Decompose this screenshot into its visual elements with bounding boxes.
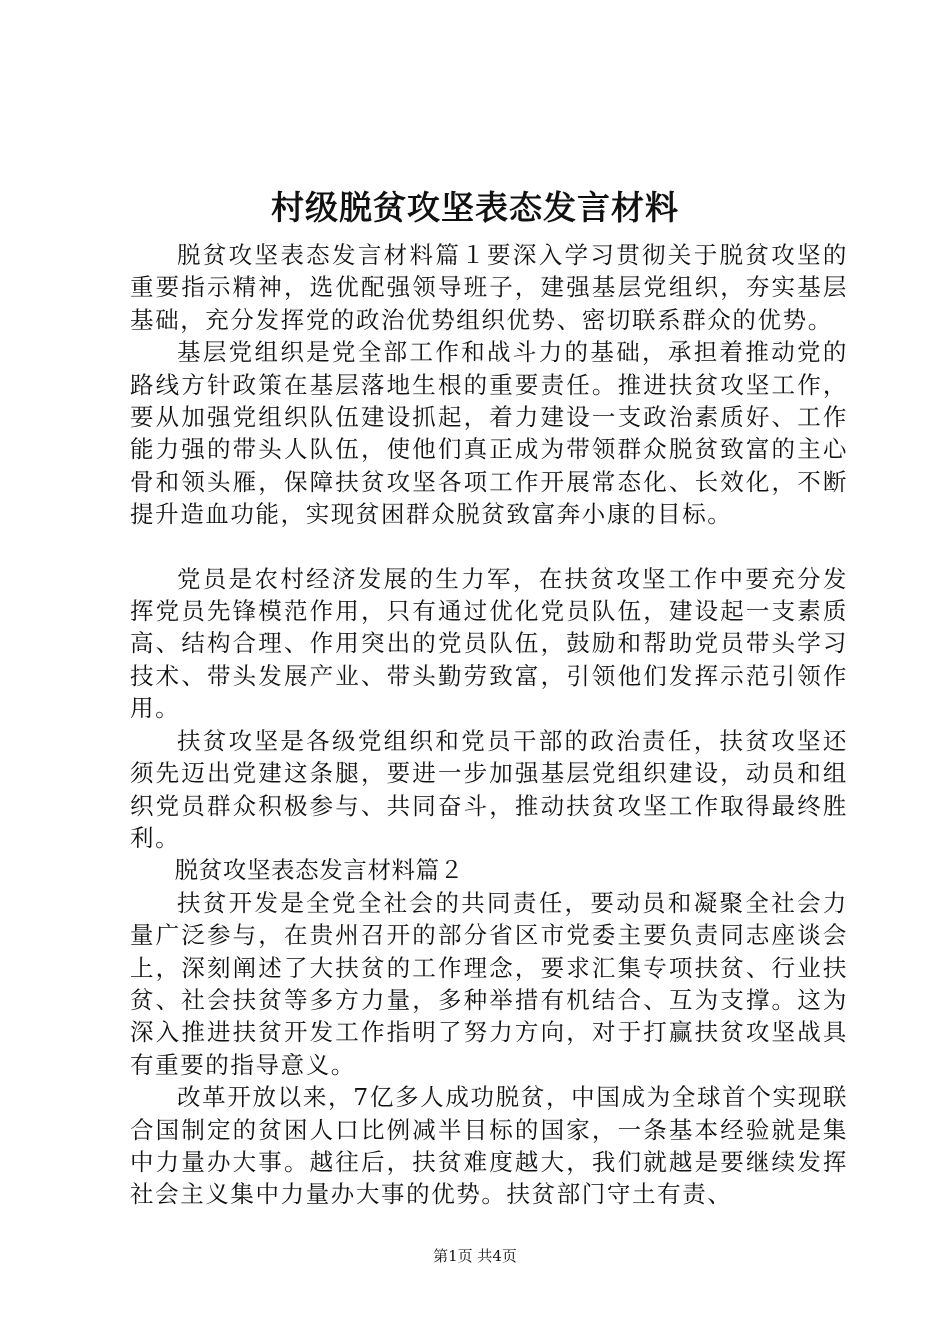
- paragraph-3: 党员是农村经济发展的生力军，在扶贫攻坚工作中要充分发挥党员先锋模范作用，只有通过优化党员队伍，建设起一支素质高、结构合理、作用突出的党员队伍，鼓励和帮助党员带头学习技术、带头发展产业、带头勤劳致富，引领他们发挥示范引领作用。: [130, 564, 848, 723]
- document-body: [130, 239, 848, 1211]
- paragraph-6: 改革开放以来，7亿多人成功脱贫，中国成为全球首个实现联合国制定的贫困人口比例减半目标的国家，一条基本经验就是集中力量办大事。越往后，扶贫难度越大，我们就越是要继续发挥社会主义集中力量办大事的优势。扶贫部门守土有责、: [130, 1083, 848, 1209]
- paragraph-4: 扶贫攻坚是各级党组织和党员干部的政治责任，扶贫攻坚还须先迈出党建这条腿，要进一步加强基层党组织建设，动员和组织党员群众积极参与、共同奋斗，推动扶贫攻坚工作取得最终胜利。: [130, 726, 848, 852]
- paragraph-1: 脱贫攻坚表态发言材料篇１要深入学习贯彻关于脱贫攻坚的重要指示精神，选优配强领导班子，建强基层党组织，夯实基层基础，充分发挥党的政治优势组织优势、密切联系群众的优势。: [130, 241, 848, 334]
- page-number-footer: 第1页 共4页: [433, 1247, 517, 1265]
- section-heading-2: 脱贫攻坚表态发言材料篇２: [174, 856, 464, 885]
- paragraph-5: 扶贫开发是全党全社会的共同责任，要动员和凝聚全社会力量广泛参与，在贵州召开的部分省区市党委主要负责同志座谈会上，深刻阐述了大扶贫的工作理念，要求汇集专项扶贫、行业扶贫、社会扶贫等多方力量，多种举措有机结合、互为支撑。这为深入推进扶贫开发工作指明了努力方向，对于打赢扶贫攻坚战具有重要的指导意义。: [130, 888, 848, 1079]
- paragraph-spacer: [130, 531, 848, 563]
- paragraph-2: 基层党组织是党全部工作和战斗力的基础，承担着推动党的路线方针政策在基层落地生根的重要责任。推进扶贫攻坚工作，要从加强党组织队伍建设抓起，着力建设一支政治素质好、工作能力强的带头人队伍，使他们真正成为带领群众脱贫致富的主心骨和领头雁，保障扶贫攻坚各项工作开展常态化、长效化，不断提升造血功能，实现贫困群众脱贫致富奔小康的目标。: [130, 338, 848, 529]
- document-title: 村级脱贫攻坚表态发言材料: [271, 188, 679, 227]
